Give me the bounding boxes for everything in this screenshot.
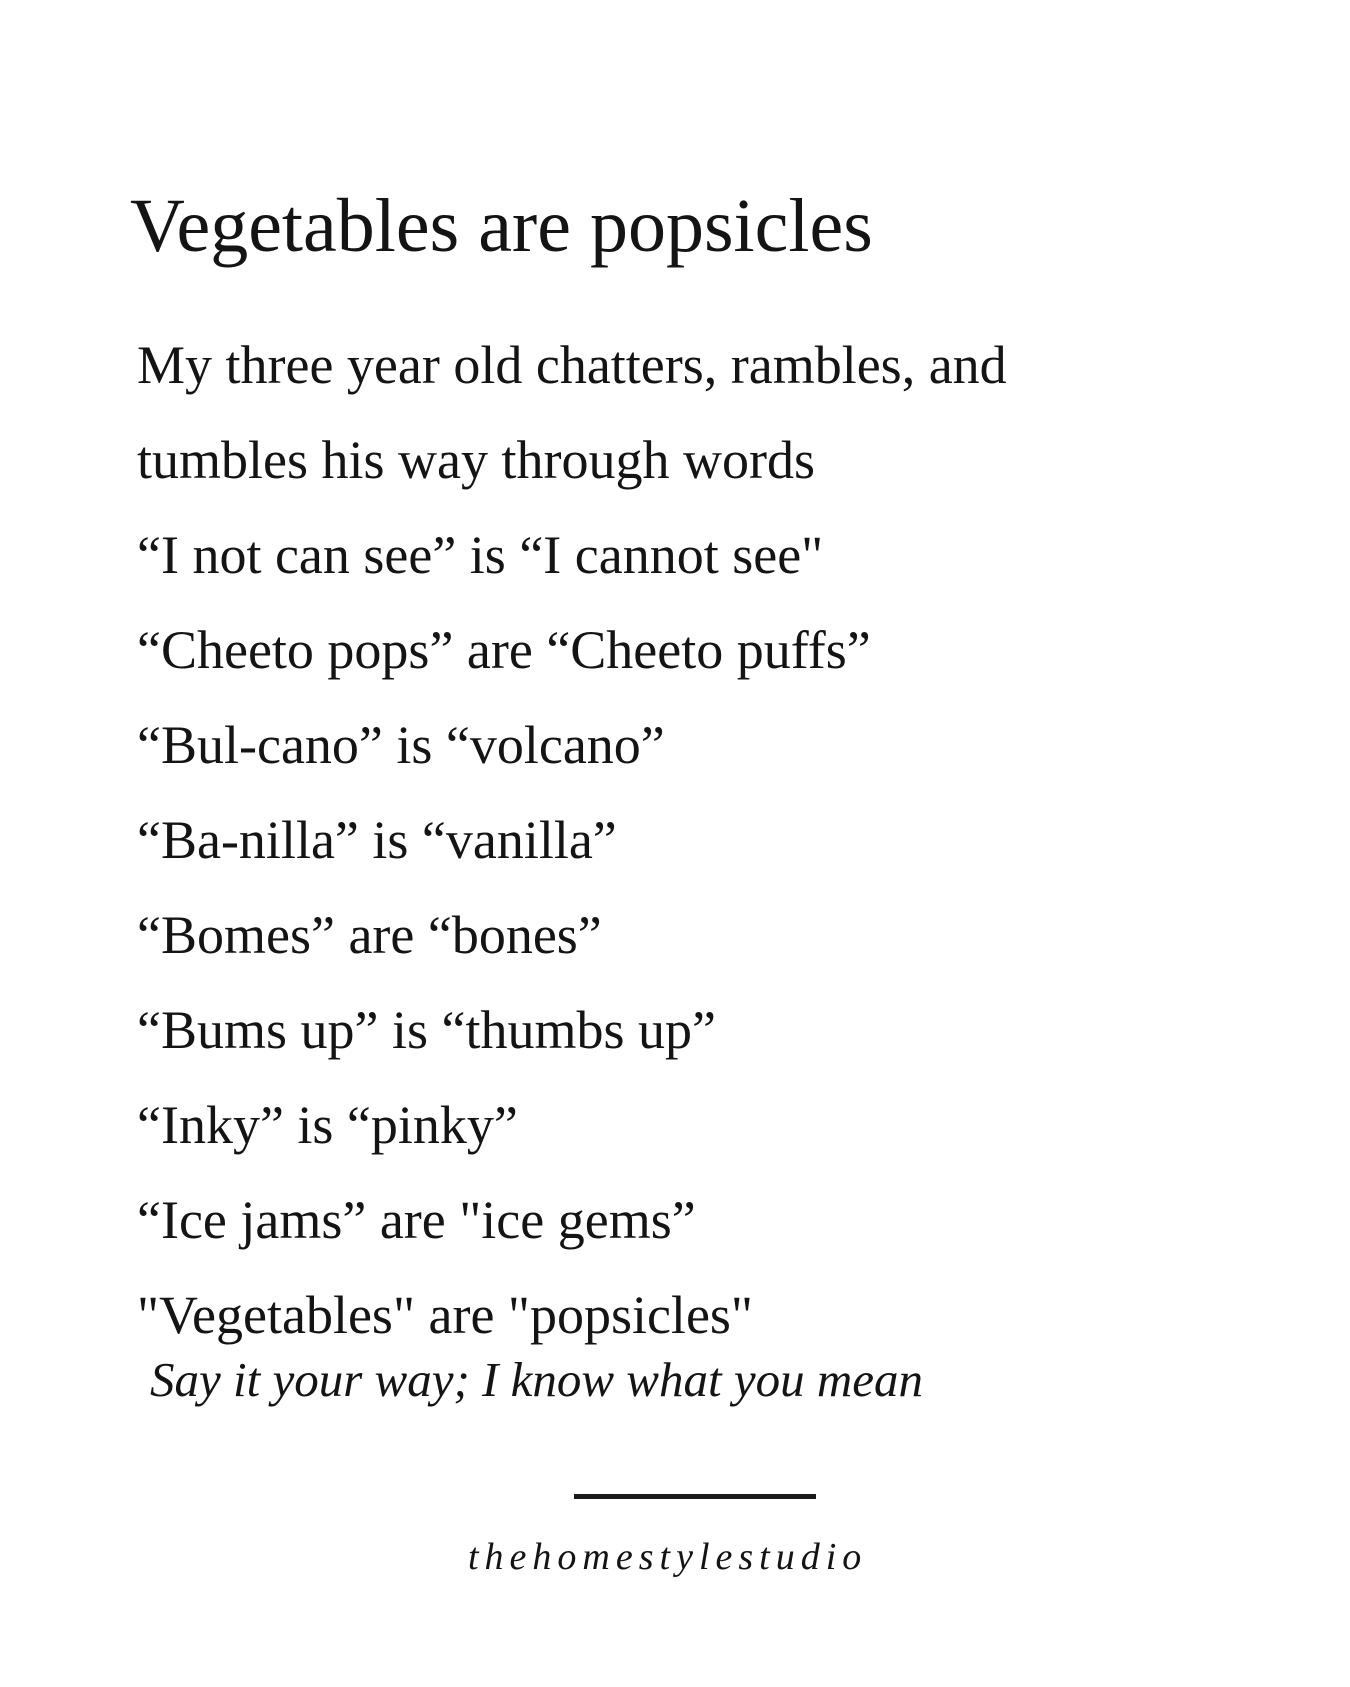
divider [574, 1494, 816, 1499]
poem-line: “Inky” is “pinky” [137, 1095, 518, 1155]
poem-line: “Bomes” are “bones” [137, 905, 602, 965]
poem-line: "Vegetables" are "popsicles" [137, 1285, 753, 1345]
poem-line: tumbles his way through words [137, 430, 815, 490]
poem-line: “Cheeto pops” are “Cheeto puffs” [137, 620, 871, 680]
poem-line: “I not can see” is “I cannot see" [137, 525, 824, 585]
poem-line: “Ba-nilla” is “vanilla” [137, 810, 617, 870]
poem-line: “Ice jams” are "ice gems” [137, 1190, 696, 1250]
poem-line: “Bums up” is “thumbs up” [137, 1000, 716, 1060]
poem-line: My three year old chatters, rambles, and [137, 335, 1007, 395]
poem-title: Vegetables are popsicles [130, 184, 873, 268]
poem-body [137, 318, 1007, 1363]
poem-line: “Bul-cano” is “volcano” [137, 715, 665, 775]
poem-closing-line: Say it your way; I know what you mean [150, 1352, 923, 1407]
brand-signature: thehomestylestudio [468, 1536, 868, 1578]
